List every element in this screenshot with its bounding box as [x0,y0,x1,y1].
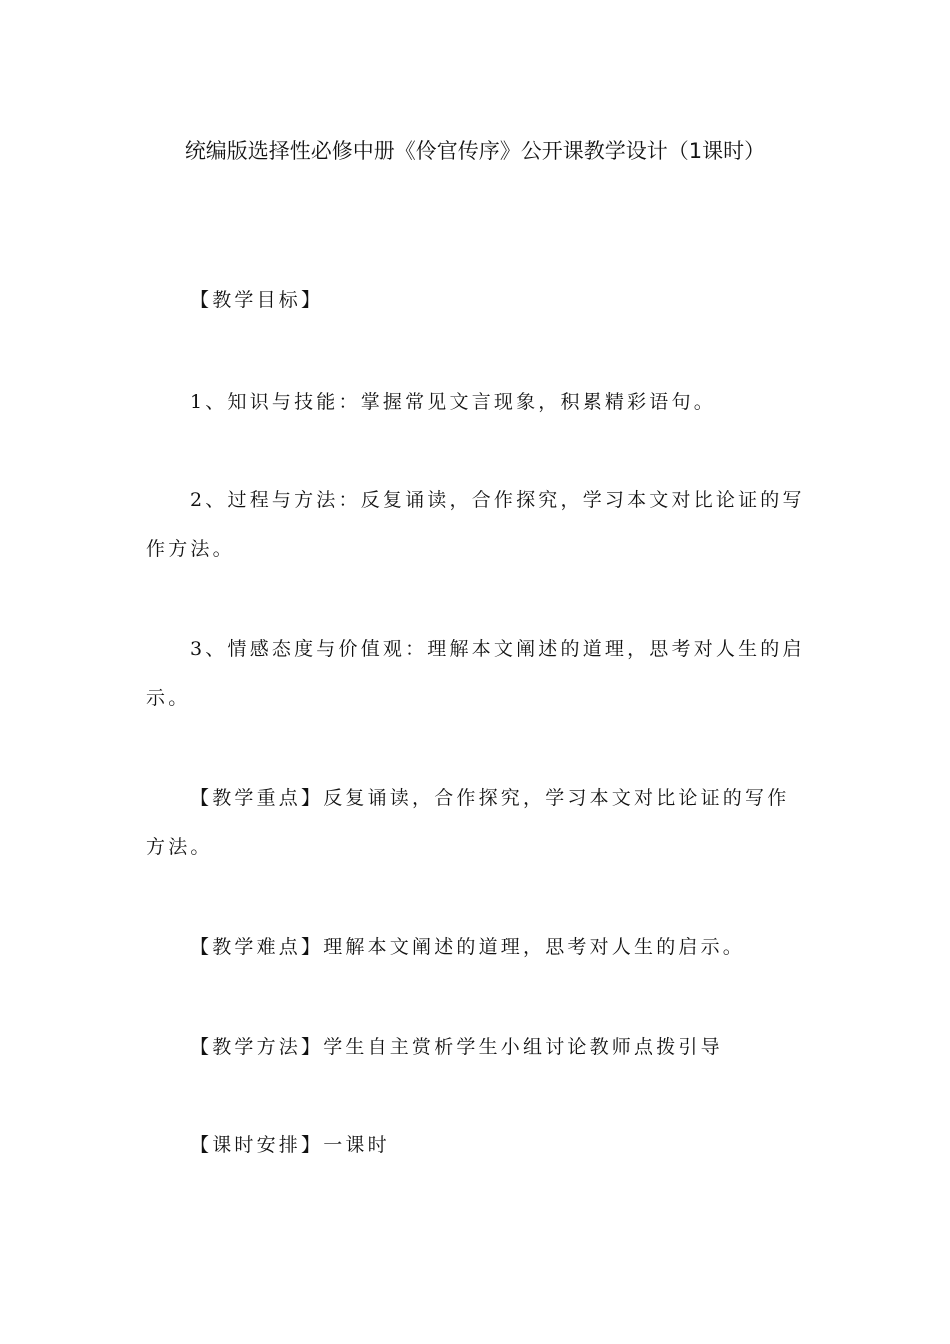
lesson-arrangement: 【课时安排】一课时 [190,1134,390,1156]
teaching-focus: 【教学重点】反复诵读，合作探究，学习本文对比论证的写作方法。 [146,787,790,858]
objective-emotion: 3、情感态度与价值观：理解本文阐述的道理，思考对人生的启示。 [146,638,805,709]
teaching-method: 【教学方法】学生自主赏析学生小组讨论教师点拨引导 [190,1036,723,1058]
document-title: 统编版选择性必修中册《伶官传序》公开课教学设计（1课时） [184,139,766,163]
section-heading-objectives: 【教学目标】 [190,289,324,311]
objective-process: 2、过程与方法：反复诵读，合作探究，学习本文对比论证的写作方法。 [146,489,805,560]
teaching-difficulty: 【教学难点】理解本文阐述的道理，思考对人生的启示。 [190,936,746,958]
objective-knowledge: 1、知识与技能：掌握常见文言现象，积累精彩语句。 [190,391,716,413]
